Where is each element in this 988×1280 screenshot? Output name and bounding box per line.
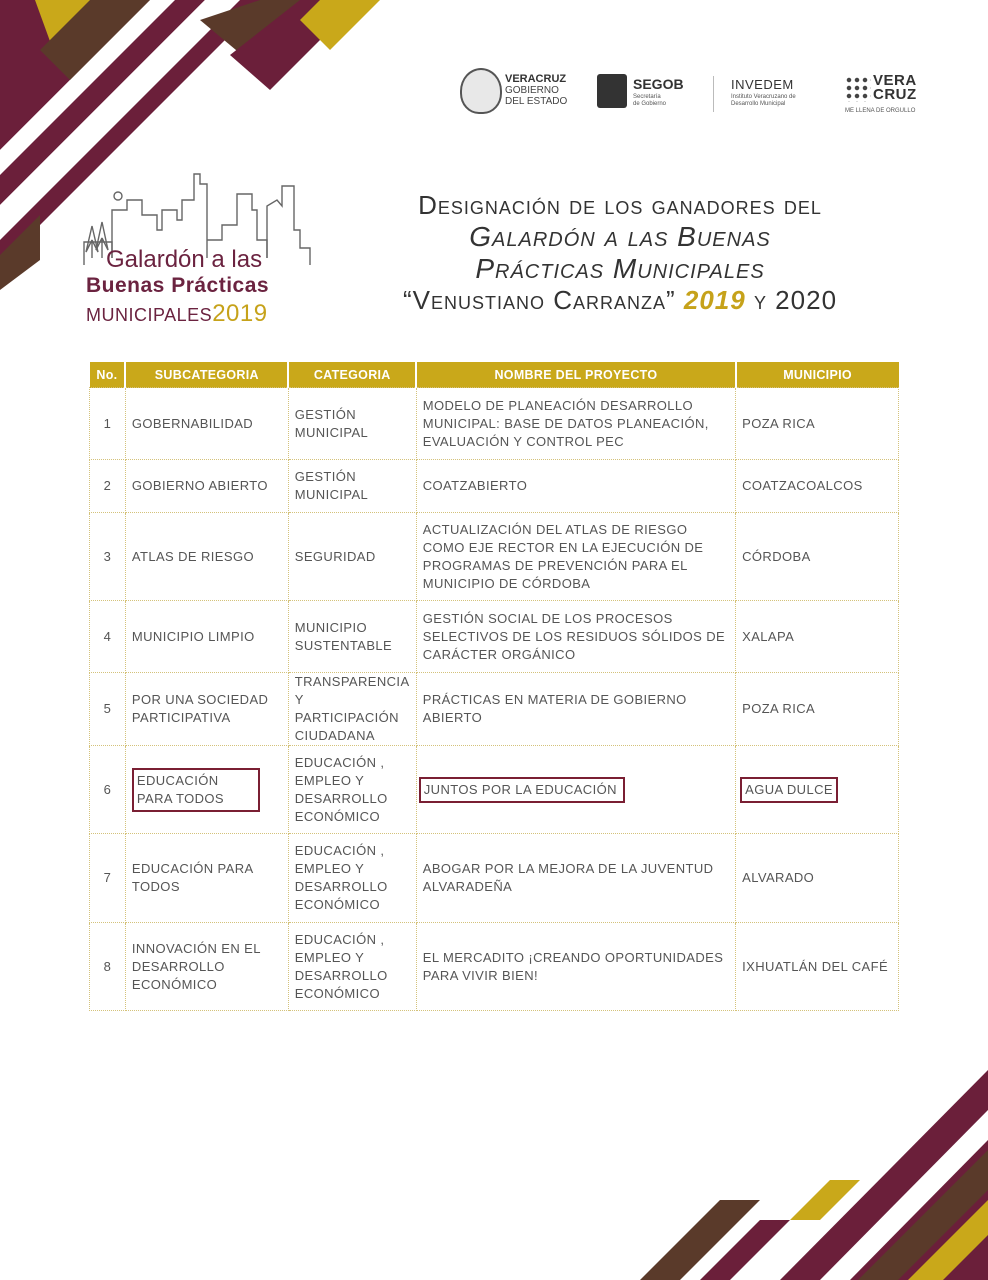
invedem-sub-1: Instituto Veracruzano de [731, 94, 796, 100]
cell-no: 8 [90, 923, 126, 1011]
table-row [90, 673, 899, 746]
brand-tagline: ME LLENA DE ORGULLO [845, 108, 916, 114]
veracruz-pattern-icon [845, 76, 871, 102]
highlight-box: EDUCACIÓN PARA TODOS [132, 768, 260, 812]
cell-no: 4 [90, 601, 126, 673]
cell-subcategoria: ATLAS DE RIESGO [125, 513, 288, 601]
cell-no: 5 [90, 673, 126, 746]
cell-municipio: ALVARADO [736, 834, 899, 923]
table-row [90, 923, 899, 1011]
logo-line: GOBIERNO [505, 85, 559, 96]
award-line-3 [86, 300, 268, 328]
cell-no: 3 [90, 513, 126, 601]
header-logos [455, 64, 925, 124]
award-municipales: MUNICIPALES [86, 305, 213, 325]
cell-municipio: COATZACOALCOS [736, 460, 899, 513]
cell-subcategoria: GOBIERNO ABIERTO [125, 460, 288, 513]
veracruz-gobierno-logo [505, 74, 567, 107]
table-row [90, 601, 899, 673]
table-row [90, 388, 899, 460]
cell-subcategoria: EDUCACIÓN PARA TODOS [125, 834, 288, 923]
veracruz-seal-icon [460, 68, 502, 114]
cell-subcategoria: POR UNA SOCIEDAD PARTICIPATIVA [125, 673, 288, 746]
invedem-sub-2: Desarrollo Municipal [731, 101, 786, 107]
cell-municipio: POZA RICA [736, 388, 899, 460]
table-row [90, 746, 899, 834]
winners-table [89, 362, 899, 1011]
table-row [90, 834, 899, 923]
title-year: 2019 [683, 285, 746, 315]
cell-categoria: GESTIÓN MUNICIPAL [288, 460, 416, 513]
award-logo [82, 170, 322, 330]
segob-logo [633, 76, 684, 108]
cell-categoria: EDUCACIÓN , EMPLEO Y DESARROLLO ECONÓMICO [288, 923, 416, 1011]
brand-line-2: CRUZ [873, 86, 917, 103]
logo-line: DEL ESTADO [505, 96, 568, 107]
bottom-right-decoration [640, 1070, 988, 1280]
segob-emblem-icon [597, 74, 627, 108]
cell-categoria: GESTIÓN MUNICIPAL [288, 388, 416, 460]
cell-categoria: TRANSPARENCIA Y PARTICIPACIÓN CIUDADANA [288, 673, 416, 746]
cell-subcategoria [125, 746, 288, 834]
segob-name: SEGOB [633, 76, 684, 92]
cell-proyecto: GESTIÓN SOCIAL DE LOS PROCESOS SELECTIVOS DE LOS RESIDUOS SÓLIDOS DE CARÁCTER ORGÁNICO [416, 601, 735, 673]
title-venustiano: “Venustiano Carranza” [402, 285, 676, 315]
cell-municipio: IXHUATLÁN DEL CAFÉ [736, 923, 899, 1011]
header-no: No. [90, 362, 126, 388]
invedem-name: INVEDEM [731, 77, 794, 92]
title-line-3: Prácticas Municipales [475, 253, 765, 284]
highlight-box: AGUA DULCE [740, 777, 838, 803]
cell-municipio: CÓRDOBA [736, 513, 899, 601]
header-municipio: MUNICIPIO [736, 362, 899, 388]
segob-sub-1: Secretaría [633, 94, 661, 100]
logo-line: VERACRUZ [505, 73, 567, 85]
cell-no: 1 [90, 388, 126, 460]
cell-proyecto: ABOGAR POR LA MEJORA DE LA JUVENTUD ALVARADEÑA [416, 834, 735, 923]
brand-line-1: VERA [873, 72, 917, 89]
title-line-1: Designación de los ganadores del [418, 190, 822, 220]
header-proyecto: NOMBRE DEL PROYECTO [416, 362, 735, 388]
veracruz-brand-logo [873, 74, 917, 102]
cell-no: 2 [90, 460, 126, 513]
cell-categoria: EDUCACIÓN , EMPLEO Y DESARROLLO ECONÓMICO [288, 746, 416, 834]
invedem-logo [731, 76, 796, 108]
table-row [90, 460, 899, 513]
segob-sub-2: de Gobierno [633, 101, 667, 107]
header-categoria: CATEGORIA [288, 362, 416, 388]
highlight-box: JUNTOS POR LA EDUCACIÓN [419, 777, 625, 803]
cell-proyecto [416, 746, 735, 834]
cell-no: 7 [90, 834, 126, 923]
table-header-row [90, 362, 899, 388]
cell-proyecto: PRÁCTICAS EN MATERIA DE GOBIERNO ABIERTO [416, 673, 735, 746]
invedem-sub [731, 94, 796, 108]
cell-proyecto: COATZABIERTO [416, 460, 735, 513]
cell-municipio: XALAPA [736, 601, 899, 673]
cell-categoria: MUNICIPIO SUSTENTABLE [288, 601, 416, 673]
cell-municipio [736, 746, 899, 834]
award-year: 2019 [212, 300, 268, 327]
title-year-post: y 2020 [753, 285, 838, 315]
cell-proyecto: MODELO DE PLANEACIÓN DESARROLLO MUNICIPAL: BASE DE DATOS PLANEACIÓN, EVALUACIÓN Y CONTROL PEC [416, 388, 735, 460]
award-line-1: Galardón a las [106, 246, 263, 273]
title-line-4 [330, 285, 910, 316]
header-subcategoria: SUBCATEGORIA [125, 362, 288, 388]
title-line-2: Galardón a las Buenas [469, 221, 771, 252]
cell-municipio: POZA RICA [736, 673, 899, 746]
cell-categoria: SEGURIDAD [288, 513, 416, 601]
cell-proyecto: ACTUALIZACIÓN DEL ATLAS DE RIESGO COMO EJE RECTOR EN LA EJECUCIÓN DE PROGRAMAS DE PREVENCIÓN PARA EL MUNICIPIO DE CÓRDOBA [416, 513, 735, 601]
cell-subcategoria: GOBERNABILIDAD [125, 388, 288, 460]
award-line-2: Buenas Prácticas [86, 274, 270, 297]
cell-categoria: EDUCACIÓN , EMPLEO Y DESARROLLO ECONÓMICO [288, 834, 416, 923]
cell-proyecto: EL MERCADITO ¡CREANDO OPORTUNIDADES PARA VIVIR BIEN! [416, 923, 735, 1011]
cell-subcategoria: INNOVACIÓN EN EL DESARROLLO ECONÓMICO [125, 923, 288, 1011]
cell-no: 6 [90, 746, 126, 834]
table-row [90, 513, 899, 601]
page-title [330, 190, 910, 316]
cell-subcategoria: MUNICIPIO LIMPIO [125, 601, 288, 673]
divider [713, 76, 714, 112]
segob-sub [633, 94, 684, 108]
